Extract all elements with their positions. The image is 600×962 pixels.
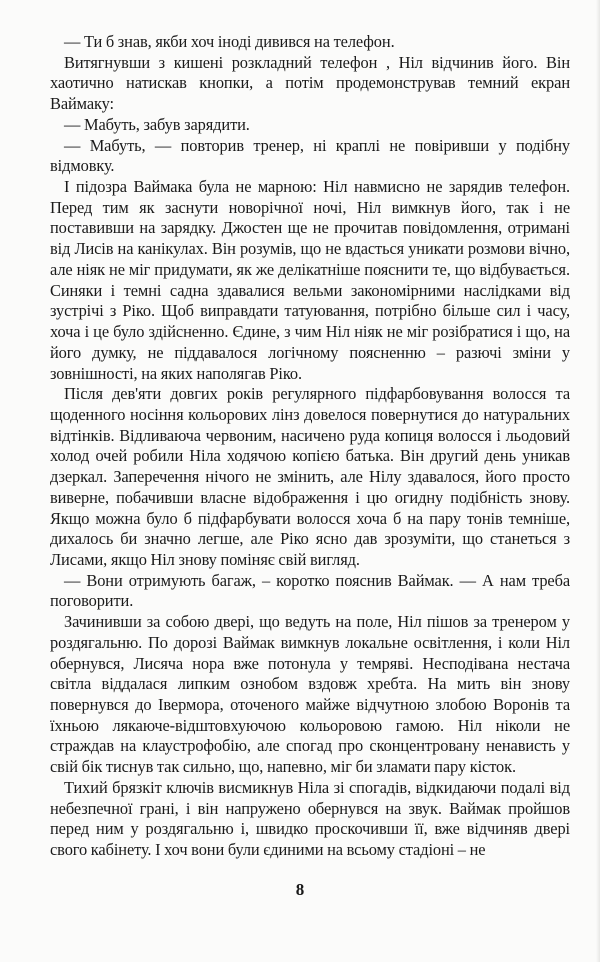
- paragraph: Після дев'яти довгих років регулярного підфарбовування волосся та щоденного носіння кольорових лінз довелося повернутися до натуральних відтінків. Відливаюча червоним, насичено руда копиця волосся і льодовий холод очей робили Ніла ходячою копією батька. Він другий день уникав дзеркал. Заперечення нічого не змінить, але Нілу здавалося, його просто виверне, побачивши власне відображення і цю огидну подібність знову. Якщо можна було б підфарбувати волосся хоча б на пару тонів темніше, дихалось би значно легше, але Ріко ясно дав зрозуміти, що станеться з Лисами, якщо Ніл знову поміняє свій вигляд.: [50, 384, 570, 569]
- page-number: 8: [295, 880, 305, 899]
- paragraph: І підозра Ваймака була не марною: Ніл навмисно не зарядив телефон. Перед тим як заснути новорічної ночі, Ніл вимкнув його, так і не поставивши на зарядку. Джостен ще не прочитав повідомлення, отримані від Лисів на канікулах. Він розумів, що не вдасться уникати розмови вічно, але ніяк не міг придумати, як же делікатніше пояснити те, що відбувається. Синяки і темні садна здавалися вельми закономірними наслідками від зустрічі з Ріко. Щоб виправдати татуювання, потрібно більше сил і часу, хоча і це було здійсненно. Єдине, з чим Ніл ніяк не міг розібратися і що, на його думку, не піддавалося логічному поясненню – разючі зміни у зовнішності, на яких наполягав Ріко.: [50, 177, 570, 383]
- page-edge-shadow: [596, 0, 600, 962]
- page-text: [50, 32, 570, 861]
- paragraph-dialogue: — Мабуть, — повторив тренер, ні краплі не повіривши у подібну відмовку.: [50, 135, 570, 176]
- paragraph: Зачинивши за собою двері, що ведуть на поле, Ніл пішов за тренером у роздягальню. По дорозі Ваймак вимкнув локальне освітлення, і коли Ніл обернувся, Лисяча нора вже потонула у темряві. Несподівана нестача світла віддалася липким ознобом вздовж хребта. На мить він знову повернувся до Івермора, оточеного майже відчутною злобою Воронів та їхньою лякаюче-відштовхуючою кольоровою гамою. Ніл ніколи не страждав на клаустрофобію, але спогад про сконцентровану ненависть у свій бік тиснув так сильно, що, напевно, міг би зламати пару кісток.: [50, 612, 570, 777]
- paragraph-dialogue: — Мабуть, забув зарядити.: [64, 114, 250, 134]
- paragraph-dialogue: — Вони отримують багаж, – коротко пояснив Ваймак. — А нам треба поговорити.: [50, 570, 570, 611]
- paragraph: Витягнувши з кишені розкладний телефон , Ніл відчинив його. Він хаотично натискав кнопки, а потім продемонстрував темний екран Ваймаку:: [50, 52, 570, 114]
- paragraph: Тихий брязкіт ключів висмикнув Ніла зі спогадів, відкидаючи подалі від небезпечної грані, і він напружено обернувся на звук. Ваймак пройшов перед ним у роздягальню і, швидко проскочивши її, вже відчиняв двері свого кабінету. І хоч вони були єдиними на всьому стадіоні – не: [50, 777, 570, 860]
- paragraph-dialogue: — Ти б знав, якби хоч іноді дивився на телефон.: [64, 32, 395, 51]
